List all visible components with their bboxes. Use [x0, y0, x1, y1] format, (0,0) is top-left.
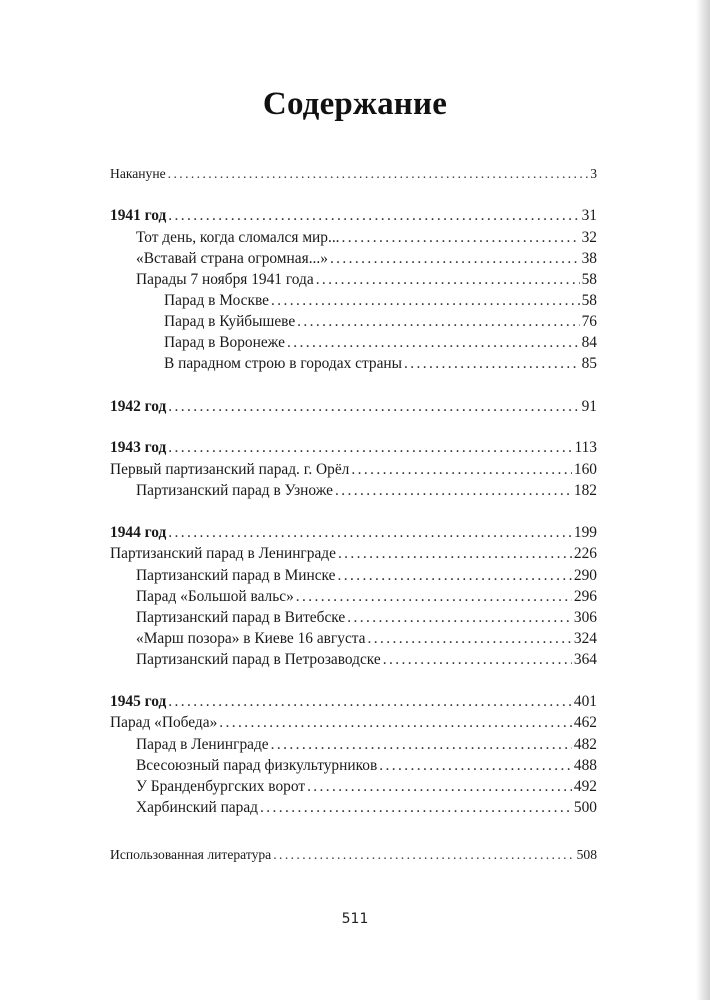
toc-leader-dots: [287, 333, 580, 353]
toc-leader-dots: [338, 544, 572, 564]
toc-entry-page: 401: [573, 693, 597, 710]
toc-entry: [110, 164, 597, 184]
toc-entry: [164, 312, 597, 332]
toc-entry: [136, 650, 597, 670]
toc-entry-year: [110, 692, 597, 712]
toc-entry-page: 32: [581, 229, 597, 246]
toc-leader-dots: [168, 692, 572, 712]
toc-entry-page: 182: [573, 482, 597, 499]
toc-entry-page: 31: [581, 207, 597, 224]
toc-entry-label: Парад «Большой вальс»: [136, 588, 294, 605]
toc-leader-dots: [379, 756, 572, 776]
toc-entry-page: 58: [581, 292, 597, 309]
toc-entry-label: Парад в Ленинграде: [136, 736, 269, 753]
toc-leader-dots: [273, 845, 574, 865]
toc-entry-label: Всесоюзный парад физкультурников: [136, 757, 378, 774]
toc-entry-page: 58: [581, 271, 597, 288]
toc-entry-label: 1943 год: [110, 439, 167, 456]
toc-entry-page: 91: [581, 398, 597, 415]
toc-leader-dots: [168, 523, 572, 543]
page-title: Содержание: [262, 86, 448, 122]
toc-entry-label: Партизанский парад в Ленинграде: [110, 545, 336, 562]
toc-leader-dots: [404, 354, 580, 374]
toc-leader-dots: [335, 481, 572, 501]
toc-entry: [110, 544, 597, 564]
toc-leader-dots: [368, 629, 572, 649]
toc-entry-label: 1941 год: [110, 207, 167, 224]
toc-entry-label: «Марш позора» в Киеве 16 августа: [136, 630, 366, 647]
toc-entry: [136, 735, 597, 755]
toc-entry-page: 199: [573, 524, 597, 541]
toc-entry-label: Партизанский парад в Витебске: [136, 609, 346, 626]
toc-leader-dots: [297, 312, 579, 332]
toc-leader-dots: [168, 438, 572, 458]
toc-entry-label: Партизанский парад в Минске: [136, 567, 336, 584]
toc-entry-page: 482: [573, 736, 597, 753]
toc-leader-dots: [351, 460, 572, 480]
toc-entry-page: 492: [573, 778, 597, 795]
toc-leader-dots: [168, 206, 579, 226]
toc-leader-dots: [347, 608, 572, 628]
toc-entry: [110, 460, 597, 480]
toc-leader-dots: [219, 713, 572, 733]
toc-entry-page: 38: [581, 250, 597, 267]
toc-entry-page: 113: [574, 439, 597, 456]
toc-leader-dots: [383, 650, 572, 670]
toc-entry-page: 290: [573, 567, 597, 584]
toc-entry-year: [110, 523, 597, 543]
toc-entry-year: [110, 397, 597, 417]
toc-entry-label: 1944 год: [110, 524, 167, 541]
toc-entry-page: 364: [573, 651, 597, 668]
toc-leader-dots: [168, 397, 579, 417]
toc-entry: [136, 777, 597, 797]
toc-entry-label: «Вставай страна огромная...»: [136, 250, 328, 267]
toc-entry: [110, 713, 597, 733]
toc-entry-label: Парад в Куйбышеве: [164, 313, 296, 330]
toc-entry: [136, 481, 597, 501]
toc-entry-label: Накануне: [110, 166, 166, 181]
toc-entry-label: Тот день, когда сломался мир...: [136, 229, 340, 246]
toc-entry-label: Парад «Победа»: [110, 714, 218, 731]
toc-entry: [164, 333, 597, 353]
toc-entry-page: 462: [573, 714, 597, 731]
toc-entry: [136, 629, 597, 649]
toc-entry-label: У Бранденбургских ворот: [136, 778, 306, 795]
toc-entry: [136, 608, 597, 628]
toc-entry-page: 488: [573, 757, 597, 774]
toc-entry: [110, 845, 597, 865]
toc-entry-page: 324: [573, 630, 597, 647]
toc-entry-label: Первый партизанский парад. г. Орёл: [110, 461, 350, 478]
toc-entry: [164, 354, 597, 374]
toc-entry: [136, 270, 597, 290]
toc-entry-page: 226: [573, 545, 597, 562]
toc-entry-label: 1945 год: [110, 693, 167, 710]
toc-entry-page: 296: [573, 588, 597, 605]
toc-entry-label: Партизанский парад в Петрозаводске: [136, 651, 381, 668]
toc-entry-page: 84: [581, 334, 597, 351]
toc-leader-dots: [307, 777, 572, 797]
toc-entry-label: Парад в Воронеже: [164, 334, 285, 351]
toc-entry-label: Харбинский парад: [136, 799, 258, 816]
toc-leader-dots: [316, 270, 580, 290]
toc-entry: [136, 249, 597, 269]
toc-leader-dots: [330, 249, 580, 269]
toc-entry-page: 160: [573, 461, 597, 478]
toc-entry: [136, 756, 597, 776]
toc-entry-page: 85: [581, 355, 597, 372]
toc-leader-dots: [260, 798, 572, 818]
toc-entry: [164, 291, 597, 311]
toc-entry: [136, 228, 597, 248]
toc-entry-label: Использованная литература: [110, 847, 272, 862]
toc-entry-year: [110, 206, 597, 226]
page-number: 511: [341, 911, 369, 927]
toc-entry: [136, 798, 597, 818]
toc-entry-page: 500: [573, 799, 597, 816]
toc-leader-dots: [271, 735, 572, 755]
toc-entry-page: 306: [573, 609, 597, 626]
toc-leader-dots: [271, 291, 580, 311]
toc-leader-dots: [342, 228, 580, 248]
toc-entry-label: Партизанский парад в Узноже: [136, 482, 333, 499]
toc-entry: [136, 566, 597, 586]
toc-entry-page: 76: [581, 313, 597, 330]
toc-entry-year: [110, 438, 597, 458]
toc-entry-page: 3: [590, 166, 597, 181]
toc-entry-label: 1942 год: [110, 398, 167, 415]
toc-entry-label: В парадном строю в городах страны: [164, 355, 402, 372]
toc-leader-dots: [337, 566, 571, 586]
toc-entry-label: Парады 7 ноября 1941 года: [136, 271, 314, 288]
toc-entry: [136, 587, 597, 607]
toc-entry-page: 508: [576, 847, 597, 862]
toc-leader-dots: [296, 587, 572, 607]
toc-entry-label: Парад в Москве: [164, 292, 269, 309]
toc-leader-dots: [168, 164, 589, 184]
